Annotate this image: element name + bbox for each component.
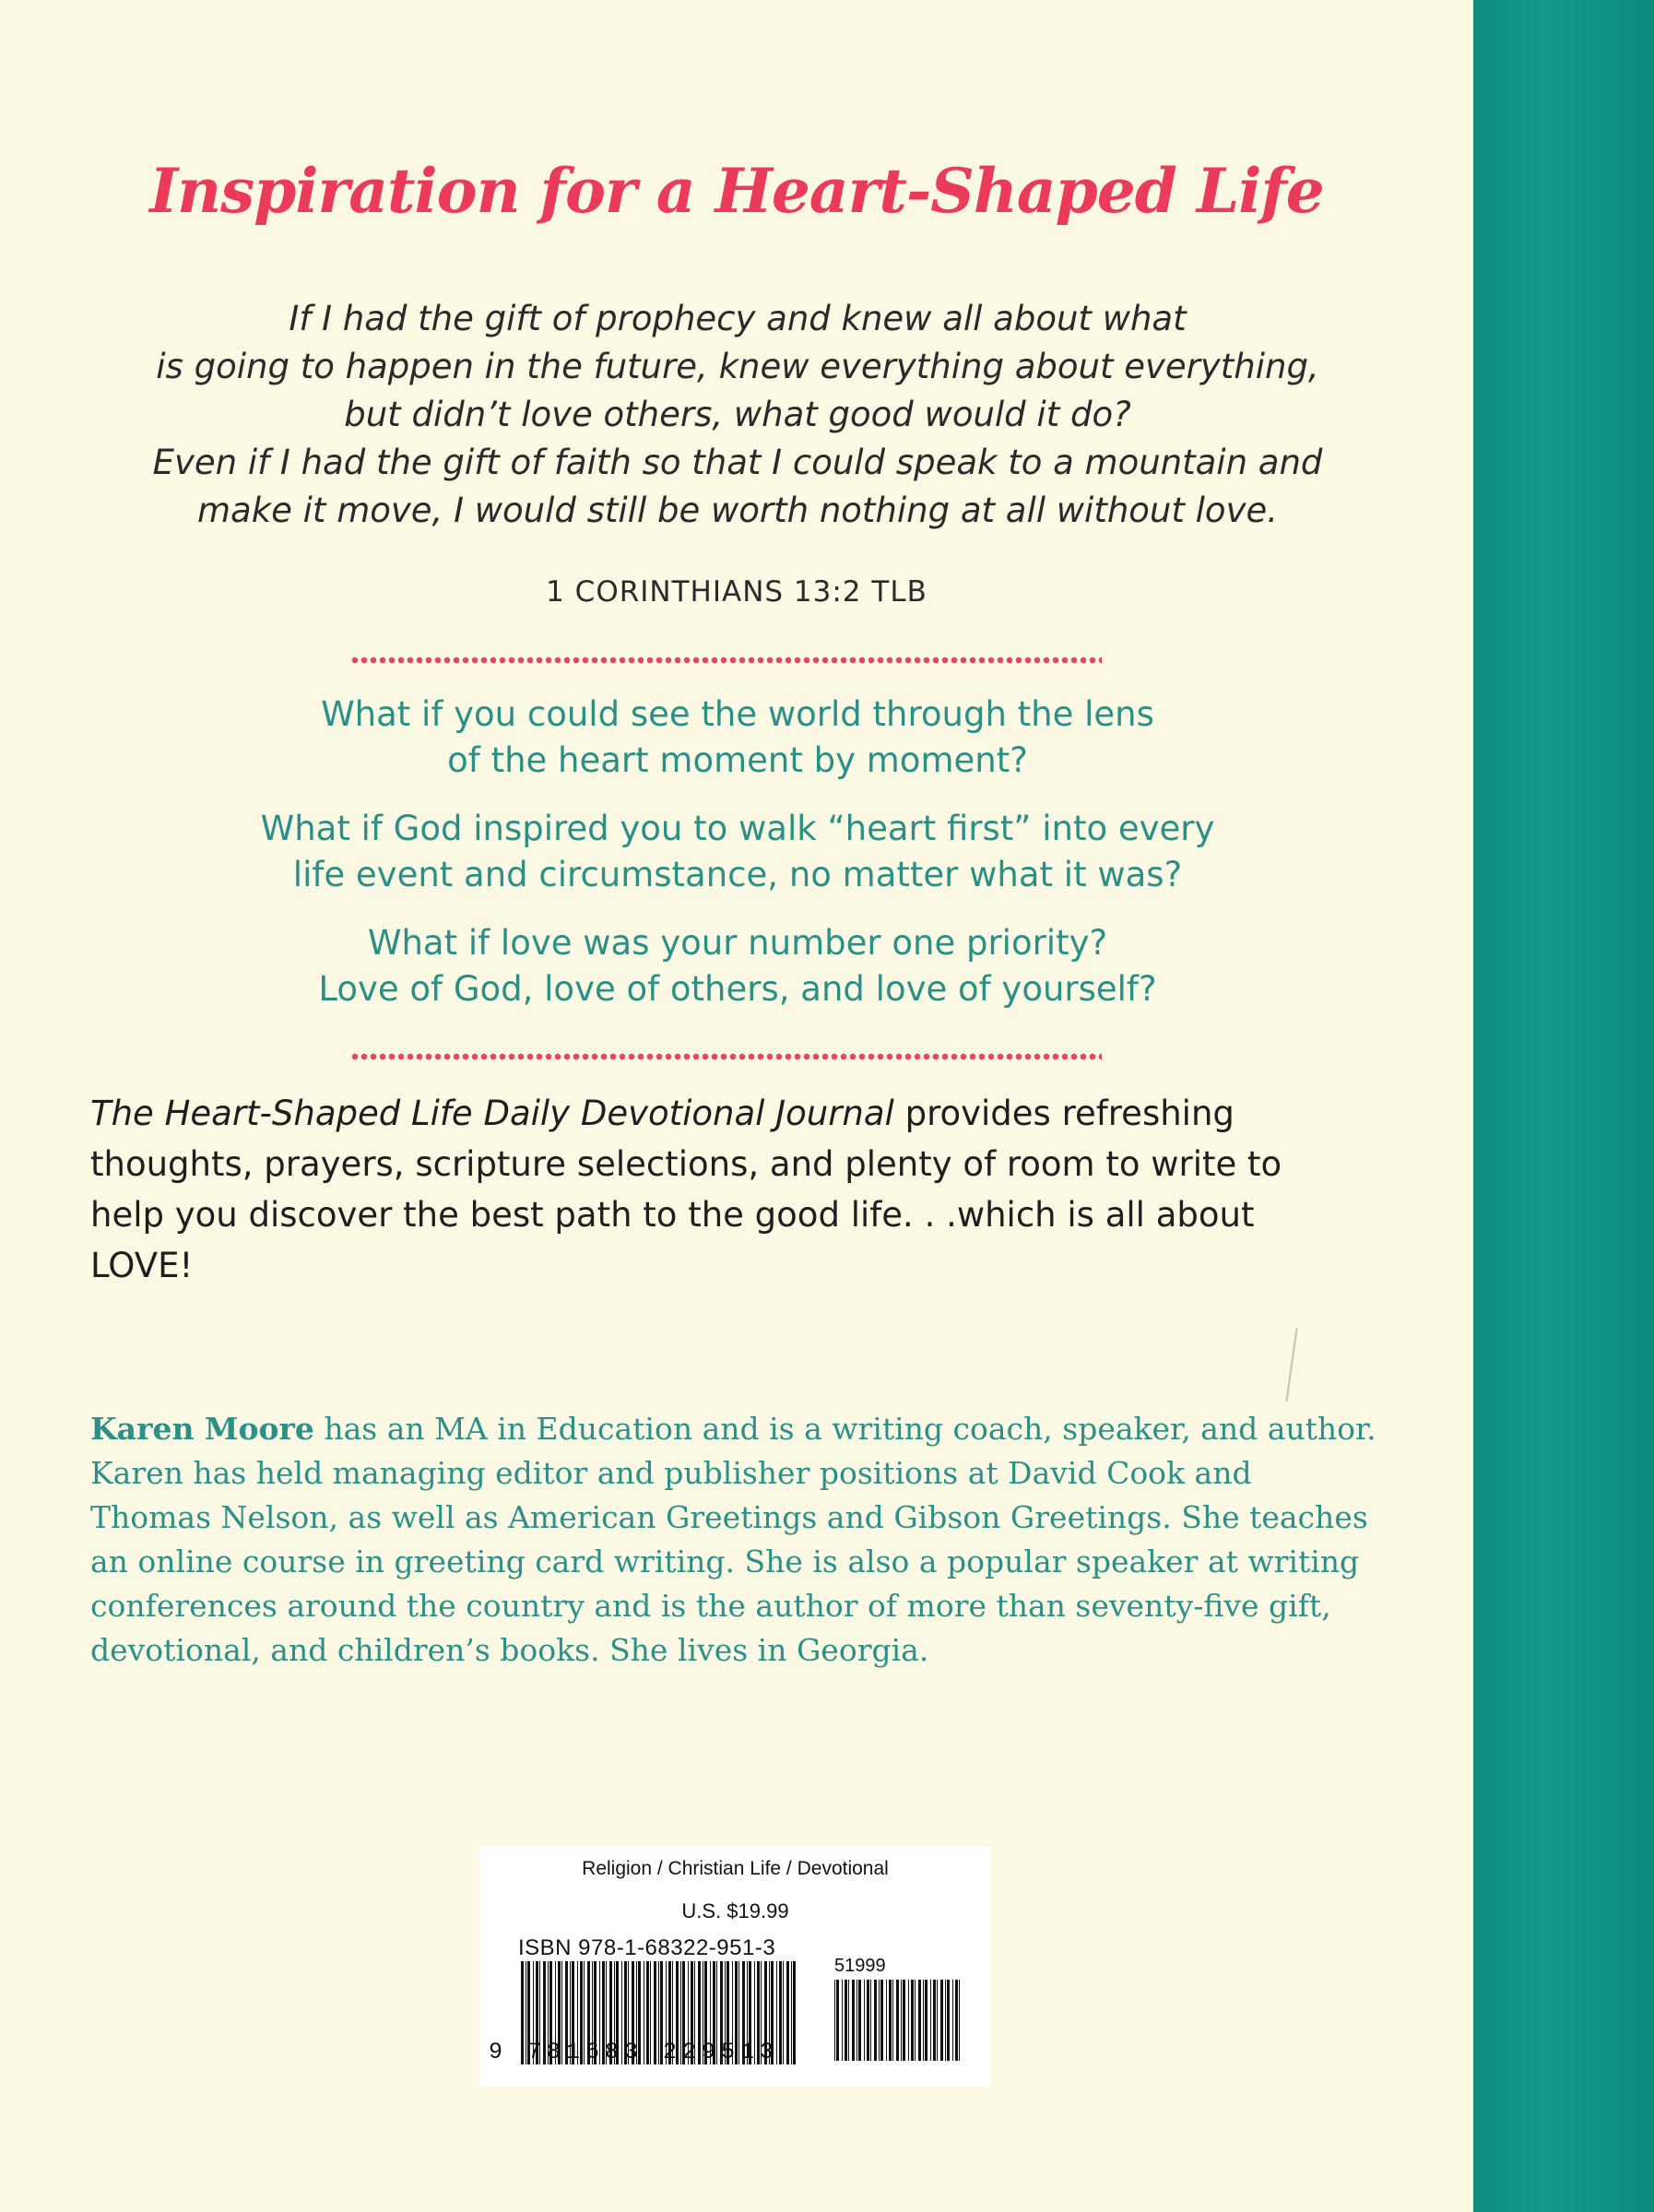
question-line: life event and circumstance, no matter what it was? xyxy=(292,855,1183,894)
verse-line: but didn’t love others, what good would it do? xyxy=(344,395,1131,434)
verse-line: is going to happen in the future, knew everything about everything, xyxy=(156,347,1319,386)
isbn-text: ISBN 978-1-68322-951-3 xyxy=(518,1935,776,1960)
book-title-italic: The Heart-Shaped Life Daily Devotional Journal xyxy=(90,1094,894,1133)
verse-line: Even if I had the gift of faith so that I could speak to a mountain and xyxy=(152,443,1323,482)
scratch-mark xyxy=(1285,1328,1297,1401)
description-text: provides refreshing thoughts, prayers, scripture selections, and plenty of room to write to help you discover the best path to the good life. . .which is all about LOVE! xyxy=(90,1094,1282,1285)
price-text: U.S. $19.99 xyxy=(681,1899,789,1922)
headline: Inspiration for a Heart-Shaped Life xyxy=(149,155,1324,227)
question-line: What if God inspired you to walk “heart first” into every xyxy=(260,809,1215,848)
author-name: Karen Moore xyxy=(90,1411,314,1447)
price-addon-barcode-icon xyxy=(834,1980,963,2061)
dotted-divider-top xyxy=(350,657,1102,664)
questions-block xyxy=(138,692,1337,1035)
category-text: Religion / Christian Life / Devotional xyxy=(582,1858,889,1879)
dotted-divider-bottom xyxy=(350,1053,1102,1060)
addon-code-text: 51999 xyxy=(834,1956,886,1976)
verse-reference: 1 CORINTHIANS 13:2 TLB xyxy=(546,575,927,609)
verse-line: make it move, I would still be worth nothing at all without love. xyxy=(196,491,1278,530)
verse-line: If I had the gift of prophecy and knew all about what xyxy=(289,299,1187,338)
author-bio xyxy=(90,1407,1381,1673)
question-line: Love of God, love of others, and love of yourself? xyxy=(318,969,1157,1009)
book-spine-edge xyxy=(1473,0,1654,2212)
question-item xyxy=(138,692,1337,784)
scripture-quote xyxy=(92,295,1383,535)
question-line: of the heart moment by moment? xyxy=(447,740,1028,780)
question-line: What if you could see the world through the lens xyxy=(321,694,1154,734)
question-item xyxy=(138,920,1337,1012)
barcode-label xyxy=(479,1847,991,2087)
barcode-digits: 9 781683 229513 xyxy=(489,2039,780,2065)
question-line: What if love was your number one priority? xyxy=(367,923,1108,963)
question-item xyxy=(138,806,1337,898)
bio-text: has an MA in Education and is a writing coach, speaker, and author. Karen has held managing editor and publisher positions at David Cook and Thomas Nelson, as well as American Greetings and Gibson Greetings. She teaches an online course in greeting card writing. She is also a popular speaker at writing conferences around the country and is the author of more than seventy-five gift, devotional, and children’s books. She lives in Georgia. xyxy=(90,1411,1376,1668)
book-description xyxy=(90,1088,1344,1291)
